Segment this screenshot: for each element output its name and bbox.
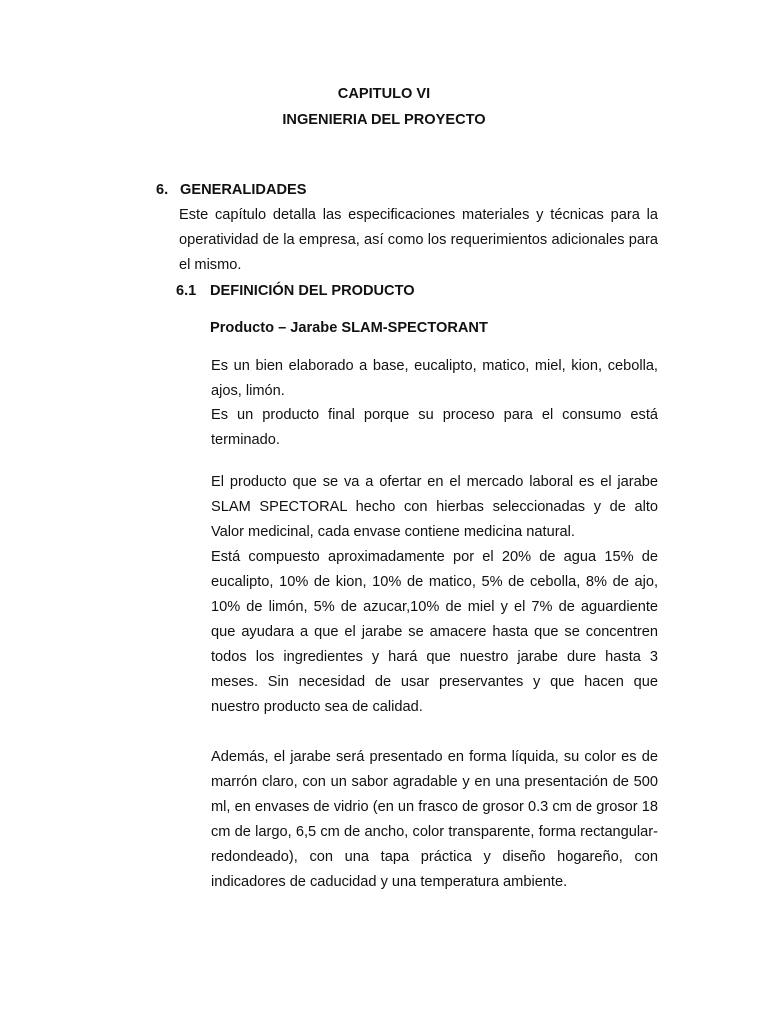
- chapter-number: CAPITULO VI: [337, 86, 431, 102]
- product-paragraph-4: Además, el jarabe será presentado en forma líquida, su color es de marrón claro, con un sabor agradable y en una presentación de 500 ml, en envases de vidrio (en un frasco de grosor 0.3 cm de grosor 18 cm de largo, 6,5 cm de ancho, color transparente, forma rectangular-redondeado), con una tapa práctica y diseño hogareño, con indicadores de caducidad y una temperatura ambiente.: [211, 749, 658, 890]
- product-paragraph-3: [211, 470, 658, 720]
- section-6-title: GENERALIDADES: [180, 182, 307, 198]
- section-6-1-number: 6.1: [176, 283, 197, 299]
- product-paragraph-2: Es un producto final porque su proceso para el consumo está terminado.: [211, 407, 658, 448]
- product-paragraph-3-part-1: El producto que se va a ofertar en el mercado laboral es el jarabe SLAM SPECTORAL hecho con hierbas seleccionadas y de alto Valor medicinal, cada envase contiene medicina natural.: [211, 474, 658, 540]
- section-6-number: 6.: [156, 182, 169, 198]
- product-heading: Producto – Jarabe SLAM-SPECTORANT: [210, 320, 488, 336]
- section-6-paragraph: Este capítulo detalla las especificaciones materiales y técnicas para la operatividad de la empresa, así como los requerimientos adicionales para el mismo.: [179, 207, 658, 273]
- product-paragraph-1: Es un bien elaborado a base, eucalipto, matico, miel, kion, cebolla, ajos, limón.: [211, 358, 658, 399]
- chapter-title: INGENIERIA DEL PROYECTO: [282, 112, 486, 128]
- product-paragraph-3-part-2: Está compuesto aproximadamente por el 20% de agua 15% de eucalipto, 10% de kion, 10% de matico, 5% de cebolla, 8% de ajo, 10% de limón, 5% de azucar,10% de miel y el 7% de aguardiente que ayudara a que el jarabe se amacere hasta que se concentren todos los ingredientes y hará que nuestro jarabe dure hasta 3 meses. Sin necesidad de usar preservantes y que hacen que nuestro producto sea de calidad.: [211, 549, 658, 715]
- section-6-1-title: DEFINICIÓN DEL PRODUCTO: [210, 283, 415, 299]
- section-6-1-heading: [176, 283, 415, 299]
- section-6-heading: [156, 182, 307, 198]
